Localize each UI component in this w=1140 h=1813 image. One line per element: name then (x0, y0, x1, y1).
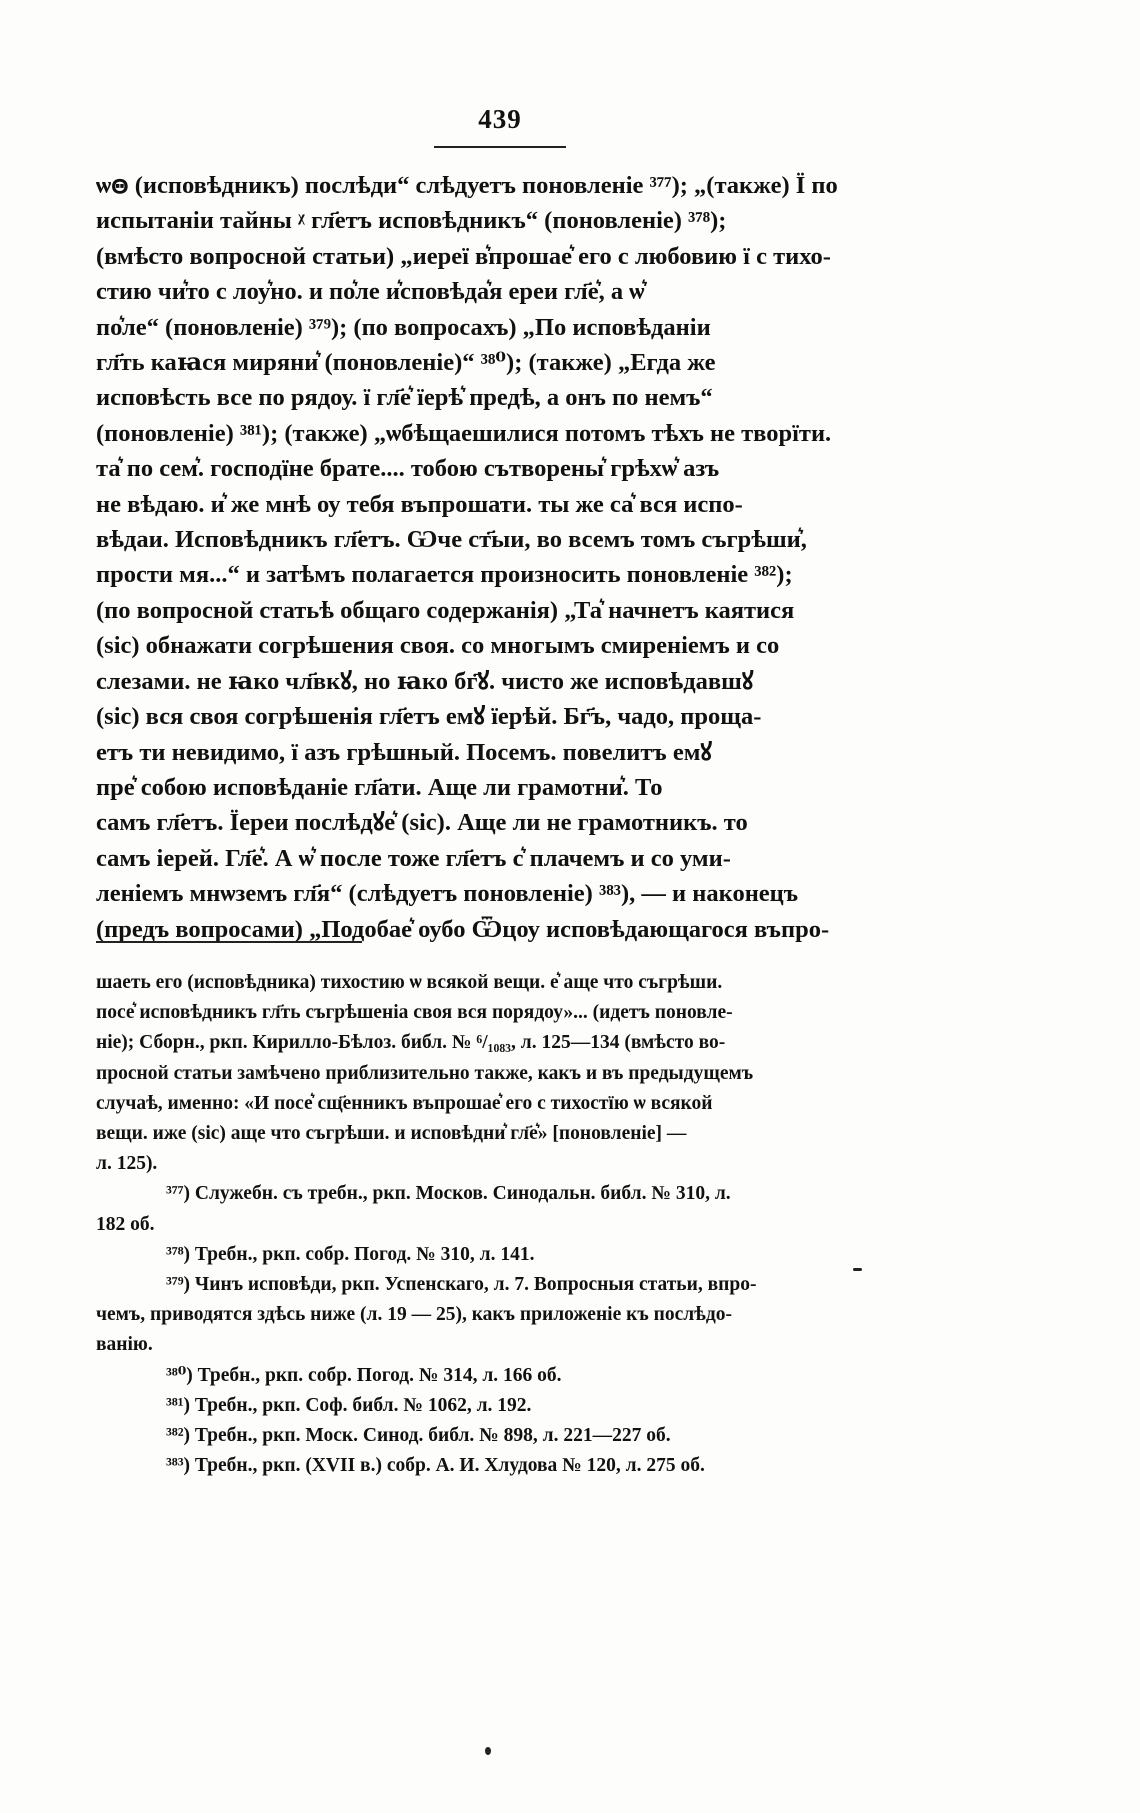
body-line: (вмѣсто вопросной статьи) „иереї в͛прошае͛ его с любовию ї с тихо- (96, 242, 831, 270)
ink-speck (853, 1268, 862, 1271)
footnote-line: просной статьи замѣчено приблизительно также, какъ и въ предыдущемъ (96, 1062, 754, 1084)
footnote-378: ³⁷⁸) Требн., ркп. собр. Погод. № 310, л. 141. (166, 1243, 535, 1265)
footnote-line: л. 125). (96, 1153, 158, 1175)
body-line: ѡꙫ (исповѣдникъ) послѣди“ слѣдуетъ поновленіе ³⁷⁷); „(также) Ї по (96, 172, 838, 199)
footnote-line: вещи. иже (sic) аще что съгрѣши. и исповѣдни͛ гл҃е͛» [поновленіе] — (96, 1123, 687, 1145)
footnotes (96, 968, 908, 1488)
footnote-381: ³⁸¹) Требн., ркп. Соф. библ. № 1062, л. 192. (166, 1394, 532, 1416)
body-line: леніемъ мнѡземъ гл҃я“ (слѣдуетъ поновленіе) ³⁸³), — и наконецъ (96, 880, 799, 908)
ink-speck (485, 1747, 491, 1755)
footnote-line: чемъ, приводятся здѣсь ниже (л. 19 — 25), какъ приложеніе къ послѣдо- (96, 1304, 732, 1326)
body-line: самъ гл҃етъ. Їереи послѣдꙋе͛ (sic). Аще ли не грамотникъ. то (96, 809, 748, 837)
body-line: стию чи͛то с лоу͛но. и по͛ле и͛сповѣда͛я ереи гл҃е͛, а ѡ͛ (96, 278, 645, 306)
page-number: 439 (478, 104, 522, 134)
body-line: вѣдаи. Исповѣдникъ гл҃етъ. Ѡче ст҃ыи, во всемъ томъ съгрѣши͛, (96, 526, 807, 554)
footnote-383: ³⁸³) Требн., ркп. (XVII в.) собр. А. И. Хлудова № 120, л. 275 об. (166, 1455, 705, 1477)
footnote-line: шаеть его (исповѣдника) тихостию ѡ всякой вещи. е͛ аще что съгрѣши. (96, 972, 723, 993)
footnote-380: ³⁸⁰) Требн., ркп. собр. Погод. № 314, л. 166 об. (166, 1364, 562, 1386)
footnote-line: ніе); Сборн., ркп. Кирилло-Бѣлоз. библ. № ⁶/₁₀₈₃, л. 125—134 (вмѣсто во- (96, 1032, 726, 1054)
body-line: самъ іерей. Гл҃е͛. А ѡ͛ после тоже гл҃етъ с͛ плачемъ и со уми- (96, 844, 731, 872)
footnote-line: 182 об. (96, 1213, 155, 1235)
body-line: та͛ по сем͛. господїне брате.... тобою сътворены͛ грѣхѡ͛ азъ (96, 455, 720, 483)
body-line: (предъ вопросами) „Подобае͛ оубо Ѿцоу исповѣдающагося въпро- (96, 915, 830, 943)
body-line: (sic) вся своя согрѣшенія гл҃етъ емꙋ їерѣй. Бг҃ъ, чадо, проща- (96, 703, 762, 731)
body-line: гл҃ть каꙗся миряни͛ (поновленіе)“ ³⁸⁰); (также) „Егда же (96, 349, 716, 377)
footnote-line: ванію. (96, 1334, 153, 1356)
body-line: пре͛ собою исповѣданіе гл҃ати. Аще ли грамотни͛. То (96, 773, 663, 801)
body-line: (по вопросной статьѣ общаго содержанія) „Та͛ начнетъ каятися (96, 596, 795, 624)
body-line: (sic) обнажати согрѣшения своя. со многымъ смиреніемъ и со (96, 632, 780, 660)
body-line: прости мя...“ и затѣмъ полагается произносить поновленіе ³⁸²); (96, 561, 793, 589)
footnote-379: ³⁷⁹) Чинъ исповѣди, ркп. Успенскаго, л. 7. Вопросныя статьи, впро- (166, 1274, 757, 1296)
body-line: испытаніи тайны ᵡ гл҃етъ исповѣдникъ“ (поновленіе) ³⁷⁸); (96, 207, 727, 235)
body-line: слезами. не ꙗко чл҃вкꙋ, но ꙗко бг҃ꙋ. чисто же исповѣдавшꙋ (96, 667, 754, 695)
body-text (96, 168, 908, 943)
body-line: етъ ти невидимо, ї азъ грѣшный. Посемъ. повелитъ емꙋ (96, 738, 712, 766)
body-line: исповѣсть все по рядоу. ї гл҃е͛ їерѣ͛ предѣ, а онъ по немъ“ (96, 384, 713, 412)
footnote-377: ³⁷⁷) Служебн. съ требн., ркп. Москов. Синодальн. библ. № 310, л. (166, 1183, 731, 1205)
body-line: (поновленіе) ³⁸¹); (также) „ѡбѣщаешилися потомъ тѣхъ не творїти. (96, 419, 832, 447)
footnote-rule (96, 941, 362, 943)
body-line: по͛ле“ (поновленіе) ³⁷⁹); (по вопросахъ) „По исповѣданіи (96, 313, 711, 341)
footnote-line: случаѣ, именно: «И посе͛ сщ҃енникъ въпрошае͛ его с тихостїю ѡ всякой (96, 1092, 713, 1114)
footnote-line: посе͛ исповѣдникъ гл҃ть съгрѣшеніа своя вся порядоу»... (идетъ поновле- (96, 1002, 733, 1024)
footnote-382: ³⁸²) Требн., ркп. Моск. Синод. библ. № 898, л. 221—227 об. (166, 1425, 671, 1447)
body-line: не вѣдаю. и͛ же мнѣ оу тебя въпрошати. ты же са͛ вся испо- (96, 490, 743, 518)
header-rule (434, 146, 566, 148)
